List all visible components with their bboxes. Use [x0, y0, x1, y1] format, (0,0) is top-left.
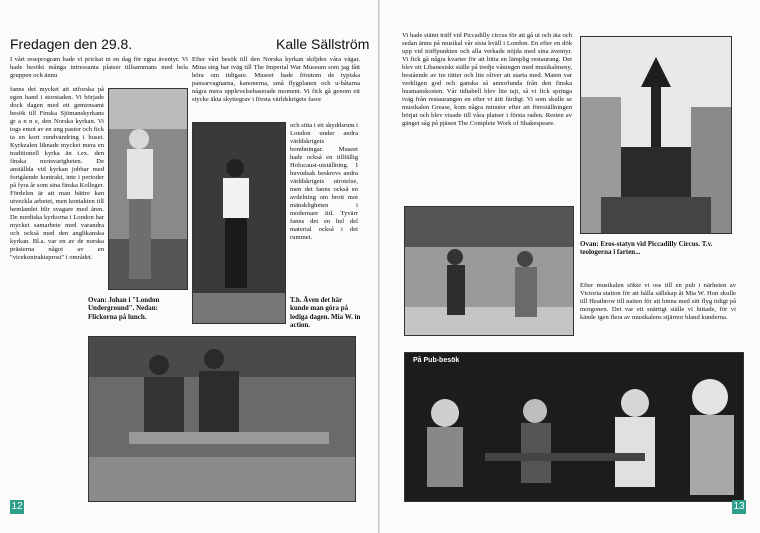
photo-girls-lunch [88, 336, 356, 502]
photo-theologians [404, 206, 574, 336]
photo-johan-underground [108, 88, 188, 290]
col2-top-text: Efter vårt besök till den Norska kyrkan skiljdes våra vägar. Mina steg bar iväg till The Imperial War Museum som jag fått höra om tidigare. Museet hade förutom de typiska pansarvagnarna, kanonerna, små flygplanen och u-båtarna några mera upplevelsebaserade moment. Vi fick gå genom ett stycke äkta skyttegrav i första världskrigets fasor [192, 56, 360, 103]
photo-mia-image [193, 123, 285, 323]
photo-theologians-image [405, 207, 573, 335]
col1-body-text: fanns det mycket att utforska på egen hand i storstaden. Vi började dock dagen med ett gemensamt besök till Finska Sjömanskyrkans gr a n n e, den Norska kyrkan. Vi togs emot av en ung pastor och fick ta en kort rundvandring i huset. Kyrkzalen liknade mycket mera en traditionell kyrka än t.ex. den finska motsvarigheten. De anställda vid kyrkan jobbar med fortgående kontrakt, inte i perioder på fyra år som sina finska Kolleger. Fördelen är att man bättre kan utveckla arbetet, men kontakten till hemlandet blir svagare med åren. De nordiska kyrkorna i London har mycket samarbete med varandra och också med den anglikanska kyrkan. Bl.a. var en av de norska prästerna något av en "vicekontraktsprost" i området. [10, 86, 104, 261]
left-title: Fredagen den 29.8. [10, 36, 133, 52]
caption-johan: Ovan: Johan i "London Underground". Nedan: Flickorna på lunch. [88, 296, 160, 321]
col2-side-text: och sitta i ett skyddsrum i London under andra världskrigets bombningar. Museet hade också en tillfällig Holocaust-utställning. I huvudsak beskrevs andra världskrigets utrotelse, men det fanns också en avdelning om brott mot mänskligheten i modernare tid. Tyvärr fanns det en hel del material också i det rummet. [290, 122, 358, 241]
photo-mia-w [192, 122, 286, 324]
right-title: Kalle Sällström [276, 36, 370, 52]
photo-eros-image [581, 37, 731, 233]
pub-photo-label: På Pub-besök [413, 357, 460, 364]
caption-eros: Ovan: Eros-statyn vid Piccadilly Circus. T.v. teologerna i farten... [580, 240, 713, 257]
right-col-text2: Efter musikalen sökte vi oss till en pub i närheten av Victoria station för att hålla sällskap åt Mia W. Hon skulle till Heathrow till natten för att hinna med sitt flyg tidigt på morgonen. Det var ett snärtigt ställe vi hittade, för vi kände igen flera av musikalens stjärnor bland kunderna. [580, 282, 736, 321]
page-number-right: 13 [733, 501, 745, 512]
photo-pub-image [405, 353, 743, 501]
right-col-text: Vi hade stämt träff vid Piccadilly circus för att gå ut och äta och sedan ännu på musikal vår sista kväll i London. En efter en dök upp vid träffpunkten och alla verkade nöjda med sina äventyr. Vi fick gå några kvarter för att hitta en lämplig restaurang. Det blev ett Libanesiskt ställe på tredje våningen med musikalmeny, bestående av tre rätter och lite oliver att starta med. Maten var verkligen god och ganska så annorlunda från den finska husmanskosten. Vår tidtabell blev lite tajt, så vi fick springa iväg från restaurangen en efter vi ätit färdigt. Vi som skulle se musikalen Grease, kom några minuter efter att föreställningen börjat och blev visade till våra platser i första raden. Resten av gänget såg på pjäsen The Complete Work of Shakespeare. [402, 32, 572, 127]
photo-lunch-image [89, 337, 355, 501]
caption-mia: T.h. Även det här kunde man göra på lediga dagen. Mia W. in action. [290, 296, 361, 330]
left-page [0, 0, 379, 533]
photo-pub-visit [404, 352, 744, 502]
right-page [380, 0, 760, 533]
photo-eros-statue [580, 36, 732, 234]
page-number-left: 12 [11, 501, 23, 512]
photo-johan-image [109, 89, 187, 289]
col1-intro-text: I vårt reseprogram hade vi prickat in en dag för egna äventyr. Vi hade besökt många intressanta platser tillsammans med hela gruppen och ännu [10, 56, 188, 79]
